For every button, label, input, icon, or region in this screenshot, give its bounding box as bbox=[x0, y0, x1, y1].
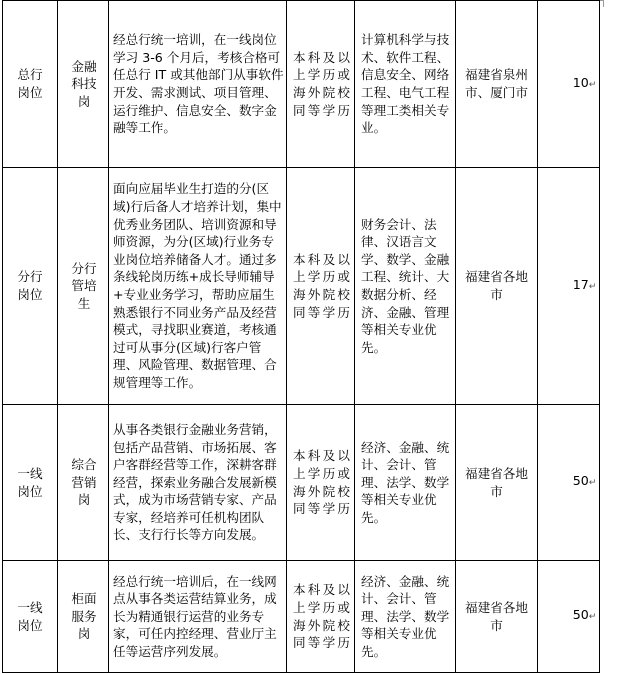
cell-education bbox=[287, 168, 355, 405]
cell-position-name: 金融科技岗 bbox=[58, 1, 109, 168]
count-value: 17 bbox=[572, 276, 589, 292]
cell-position-name: 分行管培生 bbox=[58, 168, 109, 405]
cell-description bbox=[109, 168, 287, 405]
cell-major bbox=[355, 405, 456, 561]
cell-end-mark: ↵ bbox=[588, 478, 597, 489]
description-text: 面向应届毕业生打造的分(区域)行后备人才培养计划，集中优秀业务团队、培训资源和导师资源，为分(区域)行业务专业岗位培养储备人才。通过多条线轮岗历练+成长导师辅导+专业业务学习，帮助应届生熟悉银行不同业务产品及经营模式，寻找职业赛道，考核通过可从事分(区域)行客户管理、风险管理、数据管理、合规管理等工作。 bbox=[113, 181, 282, 390]
major-text: 经济、金融、统计、会计、管理、法学、数学等相关专业优先。 bbox=[361, 439, 450, 525]
table-row bbox=[3, 1, 600, 168]
count-value: 10 bbox=[572, 74, 589, 90]
description-text: 经总行统一培训，在一线岗位学习 3-6 个月后，考核合格可任总行 IT 或其他部门从事软件开发、需求测试、项目管理、运行维护、信息安全、数字金融等工作。 bbox=[113, 32, 284, 136]
cell-description bbox=[109, 561, 287, 673]
cell-category: 分行岗位 bbox=[3, 168, 58, 405]
cell-count bbox=[538, 1, 600, 168]
cell-description bbox=[109, 1, 287, 168]
cell-end-mark: ↵ bbox=[588, 79, 597, 90]
cell-category: 总行岗位 bbox=[3, 1, 58, 168]
table-row bbox=[3, 405, 600, 561]
cell-education bbox=[287, 561, 355, 673]
cell-location: 福建省各地市 bbox=[456, 561, 538, 673]
cell-end-mark: ↵ bbox=[588, 612, 597, 623]
count-value: 50 bbox=[572, 473, 589, 489]
cell-count bbox=[538, 168, 600, 405]
education-text: 本科及以上学历或海外院校同等学历 bbox=[293, 582, 350, 651]
cell-major bbox=[355, 168, 456, 405]
cell-location: 福建省各地市 bbox=[456, 405, 538, 561]
cell-count bbox=[538, 405, 600, 561]
major-text: 计算机科学与技术、软件工程、信息安全、网络工程、电气工程等理工类相关专业。 bbox=[361, 32, 450, 136]
cell-major bbox=[355, 1, 456, 168]
description-text: 从事各类银行金融业务营销，包括产品营销、市场拓展、客户客群经营等工作，深耕客群经营，探索业务融合发展新模式，成为市场营销专家、产品专家，经培养可任机构团队长、支行行长等方向发展。 bbox=[113, 421, 277, 543]
cell-position-name: 综合营销岗 bbox=[58, 405, 109, 561]
major-text: 财务会计、法律、汉语言文学、数学、金融工程、统计、大数据分析、经济、金融、管理等相关专业优先。 bbox=[361, 216, 450, 355]
cell-education bbox=[287, 1, 355, 168]
education-text: 本科及以上学历或海外院校同等学历 bbox=[293, 251, 350, 320]
education-text: 本科及以上学历或海外院校同等学历 bbox=[293, 49, 350, 118]
education-text: 本科及以上学历或海外院校同等学历 bbox=[293, 448, 350, 517]
count-value: 50 bbox=[572, 607, 589, 623]
major-text: 经济、金融、统计、会计、管理、法学、数学等相关专业优先。 bbox=[361, 573, 450, 659]
cell-location: 福建省泉州市、厦门市 bbox=[456, 1, 538, 168]
table-row bbox=[3, 561, 600, 673]
cell-end-mark: ↵ bbox=[588, 281, 597, 292]
description-text: 经总行统一培训后，在一线网点从事各类运营结算业务，成长为精通银行运营的业务专家，可任内控经理、营业厅主任等运营序列发展。 bbox=[113, 573, 277, 659]
cell-location: 福建省各地市 bbox=[456, 168, 538, 405]
cell-major bbox=[355, 561, 456, 673]
cell-position-name: 柜面服务岗 bbox=[58, 561, 109, 673]
cell-category: 一线岗位 bbox=[3, 561, 58, 673]
job-positions-table bbox=[2, 0, 600, 673]
cell-description bbox=[109, 405, 287, 561]
cell-category: 一线岗位 bbox=[3, 405, 58, 561]
cell-education bbox=[287, 405, 355, 561]
table-row bbox=[3, 168, 600, 405]
cell-count bbox=[538, 561, 600, 673]
